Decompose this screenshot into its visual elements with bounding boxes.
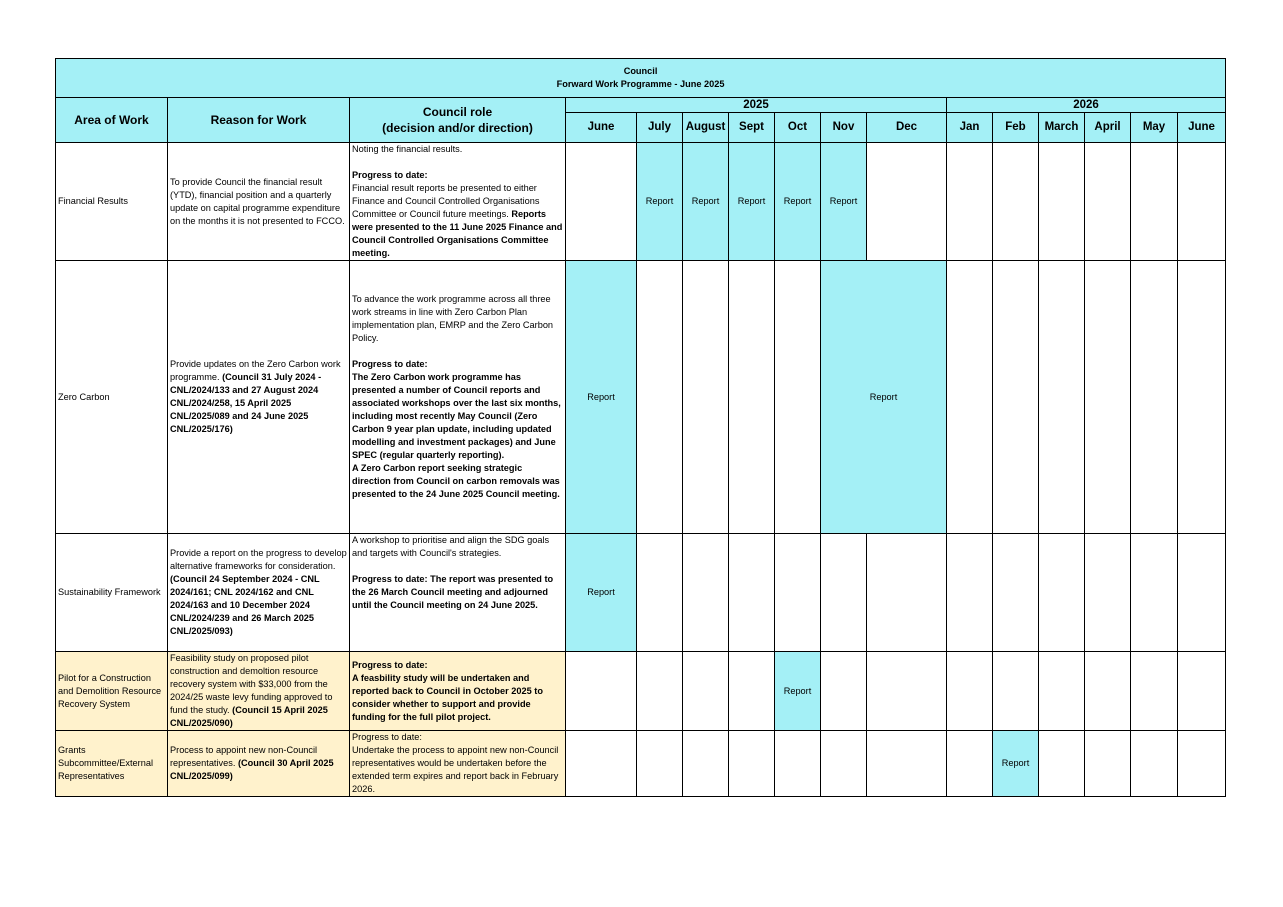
month-cell: [729, 652, 775, 731]
reason-cell: [168, 652, 350, 731]
month-jan: Jan: [947, 113, 993, 143]
month-cell: [729, 261, 775, 534]
area-cell: Grants Subcommittee/External Representatives: [56, 731, 168, 797]
reason-bold: (Council 30 April 2025 CNL/2025/099): [170, 758, 334, 781]
month-cell: [993, 143, 1039, 261]
month-cell: [821, 534, 867, 652]
report-cell: Report: [637, 143, 683, 261]
month-june-2026: June: [1178, 113, 1226, 143]
header-council-role-line2: (decision and/or direction): [382, 121, 533, 135]
report-cell: Report: [683, 143, 729, 261]
progress-label: Progress to date:: [352, 170, 428, 180]
role-cell: [350, 534, 566, 652]
report-cell: Report: [729, 143, 775, 261]
month-cell: [1039, 652, 1085, 731]
month-cell: [947, 534, 993, 652]
header-year-2026: 2026: [947, 98, 1226, 113]
area-cell: Financial Results: [56, 143, 168, 261]
title-line-1: Council: [623, 66, 658, 76]
header-year-2025: 2025: [566, 98, 947, 113]
month-cell: [1178, 534, 1226, 652]
header-council-role-line1: Council role: [422, 105, 493, 119]
progress-text: Undertake the process to appoint new non-Council representatives would be undertaken before the extended term expires and report back in February 2026.: [352, 745, 559, 794]
month-cell: [993, 652, 1039, 731]
month-cell: [947, 731, 993, 797]
month-dec: Dec: [867, 113, 947, 143]
progress-bold: A Zero Carbon report seeking strategic direction from Council on carbon removals was presented to the 24 June 2025 Council meeting.: [352, 463, 560, 499]
progress-bold: The Zero Carbon work programme has presented a number of Council reports and associated workshops over the last six months, including most recently May Council (Zero Carbon 9 year plan update, including updated modelling and investment packages) and June SPEC (regular quarterly reporting).: [352, 372, 561, 460]
table-row: [56, 652, 1226, 731]
month-feb: Feb: [993, 113, 1039, 143]
month-march: March: [1039, 113, 1085, 143]
reason-bold: (Council 15 April 2025 CNL/2025/090): [170, 705, 328, 728]
month-cell: [867, 143, 947, 261]
progress-label: Progress to date:: [352, 659, 428, 670]
header-council-role: [350, 98, 566, 143]
month-cell: [566, 652, 637, 731]
area-cell: Zero Carbon: [56, 261, 168, 534]
month-cell: [637, 652, 683, 731]
month-cell: [637, 731, 683, 797]
role-cell: [350, 731, 566, 797]
month-cell: [821, 731, 867, 797]
report-cell: Report: [566, 534, 637, 652]
month-nov: Nov: [821, 113, 867, 143]
sheet-title: [56, 59, 1226, 98]
reason-text: Provide a report on the progress to develop alternative frameworks for consideration.: [170, 548, 347, 571]
month-cell: [993, 261, 1039, 534]
month-cell: [1085, 731, 1131, 797]
month-cell: [729, 534, 775, 652]
role-cell: [350, 261, 566, 534]
forward-work-programme-table: [55, 58, 1226, 797]
month-cell: [1131, 731, 1178, 797]
month-cell: [683, 652, 729, 731]
progress-bold: Reports were presented to the 11 June 2025 Finance and Council Controlled Organisations Committee meeting.: [352, 209, 563, 258]
table-row: [56, 534, 1226, 652]
reason-bold: (Council 31 July 2024 - CNL/2024/133 and 27 August 2024 CNL/2024/258, 15 April 2025 CNL/2025/089 and 24 June 2025 CNL/2025/176): [170, 372, 322, 434]
reason-bold: (Council 24 September 2024 - CNL 2024/161; CNL 2024/162 and CNL 2024/163 and 10 December 2024 CNL/2024/239 and 26 March 2025 CNL/2025/093): [170, 574, 320, 636]
table-row: [56, 731, 1226, 797]
month-cell: [993, 534, 1039, 652]
table-row: [56, 261, 1226, 534]
report-cell: Report: [566, 261, 637, 534]
month-cell: [1178, 143, 1226, 261]
reason-text: Provide updates on the Zero Carbon work programme.: [170, 359, 341, 382]
month-cell: [566, 731, 637, 797]
header-area-of-work: Area of Work: [56, 98, 168, 143]
month-cell: [1178, 731, 1226, 797]
report-cell: Report: [993, 731, 1039, 797]
month-cell: [1085, 652, 1131, 731]
month-cell: [1131, 143, 1178, 261]
month-cell: [947, 143, 993, 261]
month-cell: [775, 731, 821, 797]
area-cell: Pilot for a Construction and Demolition Resource Recovery System: [56, 652, 168, 731]
month-cell: [1085, 143, 1131, 261]
month-cell: [947, 261, 993, 534]
month-august: August: [683, 113, 729, 143]
progress-label: Progress to date:: [352, 359, 428, 369]
reason-cell: [168, 261, 350, 534]
progress-text: Financial result reports be presented to either Finance and Council Controlled Organisations Committee or Council future meetings.: [352, 183, 540, 219]
month-july: July: [637, 113, 683, 143]
role-cell: [350, 652, 566, 731]
month-cell: [1131, 652, 1178, 731]
month-cell: [637, 261, 683, 534]
report-cell: Report: [775, 652, 821, 731]
month-cell: [1039, 261, 1085, 534]
month-cell: [775, 261, 821, 534]
month-sept: Sept: [729, 113, 775, 143]
reason-cell: [168, 731, 350, 797]
area-cell: Sustainability Framework: [56, 534, 168, 652]
month-cell: [1039, 534, 1085, 652]
month-cell: [867, 534, 947, 652]
report-cell: Report: [821, 261, 947, 534]
report-cell: Report: [821, 143, 867, 261]
reason-cell: [168, 534, 350, 652]
month-cell: [1178, 652, 1226, 731]
title-line-2: Forward Work Programme - June 2025: [556, 79, 725, 89]
month-cell: [947, 652, 993, 731]
month-cell: [1039, 143, 1085, 261]
progress-bold: Progress to date: The report was presented to the 26 March Council meeting and adjourned until the Council meeting on 24 June 2025.: [352, 574, 554, 610]
report-cell: Report: [775, 143, 821, 261]
month-cell: [1085, 261, 1131, 534]
role-intro: To advance the work programme across all three work streams in line with Zero Carbon Plan implementation plan, EMRP and the Zero Carbon Policy.: [352, 294, 554, 343]
role-intro: A workshop to prioritise and align the SDG goals and targets with Council's strategies.: [352, 535, 550, 558]
month-cell: [1178, 261, 1226, 534]
month-june-2025: June: [566, 113, 637, 143]
month-cell: [1131, 534, 1178, 652]
month-cell: [821, 652, 867, 731]
progress-bold: A feasbility study will be undertaken and reported back to Council in October 2025 to consider whether to support and provide funding for the full pilot project.: [352, 672, 543, 722]
header-reason-for-work: Reason for Work: [168, 98, 350, 143]
month-cell: [683, 261, 729, 534]
month-cell: [683, 534, 729, 652]
reason-cell: To provide Council the financial result (YTD), financial position and a quarterly update on capital programme expenditure on the months it is not presented to FCCO.: [168, 143, 350, 261]
month-cell: [683, 731, 729, 797]
month-april: April: [1085, 113, 1131, 143]
table-row: [56, 143, 1226, 261]
month-may: May: [1131, 113, 1178, 143]
month-cell: [1131, 261, 1178, 534]
month-cell: [566, 143, 637, 261]
month-cell: [637, 534, 683, 652]
month-cell: [867, 731, 947, 797]
role-intro: Noting the financial results.: [352, 144, 463, 154]
month-cell: [867, 652, 947, 731]
role-cell: [350, 143, 566, 261]
month-cell: [1039, 731, 1085, 797]
month-cell: [1085, 534, 1131, 652]
month-cell: [775, 534, 821, 652]
reason-text: Process to appoint new non-Council representatives.: [170, 745, 318, 768]
progress-label: Progress to date:: [352, 732, 422, 742]
reason-text: Feasibility study on proposed pilot construction and demoltion resource recovery system with $33,000 from the 2024/25 waste levy funding approved to fund the study.: [170, 653, 333, 715]
month-cell: [729, 731, 775, 797]
month-oct: Oct: [775, 113, 821, 143]
